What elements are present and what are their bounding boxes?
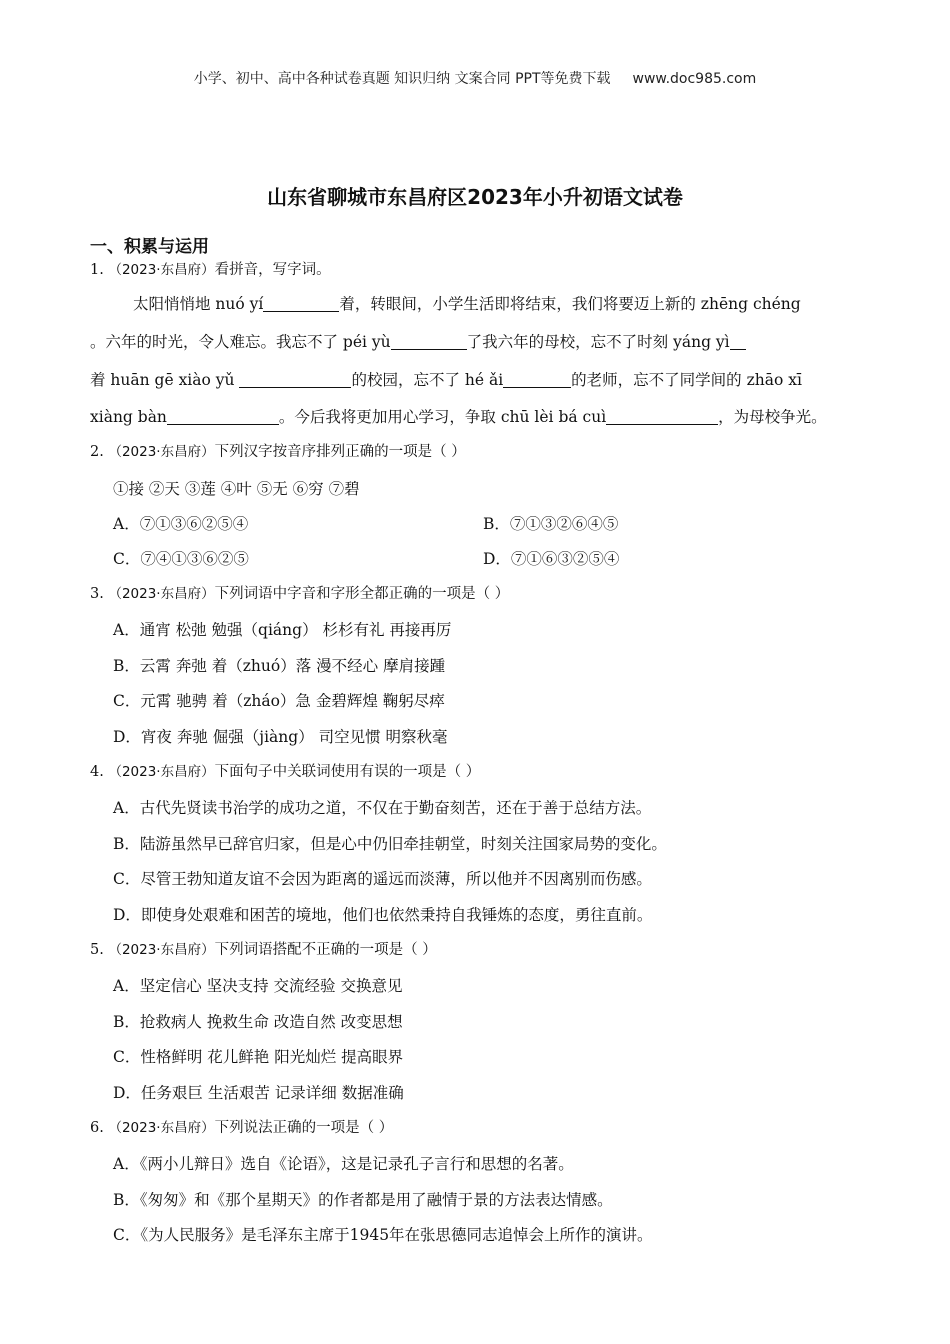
option-a[interactable]: A．⑦①③⑥②⑤④ [113, 515, 249, 533]
answer-blank[interactable] [606, 409, 718, 426]
question-source: （2023·东昌府） [108, 262, 215, 278]
question-number: 6. [90, 1120, 104, 1136]
question-source: （2023·东昌府） [108, 1120, 215, 1136]
question-5 [90, 938, 437, 959]
q2-items: ①接 ②天 ③莲 ④叶 ⑤无 ⑥穷 ⑦碧 [113, 480, 360, 498]
text-segment: 。今后我将更加用心学习，争取 chū lèi bá cuì [278, 408, 607, 426]
question-3 [90, 582, 509, 603]
question-stem: 下面句子中关联词使用有误的一项是（ ） [214, 764, 481, 780]
question-number: 5. [90, 942, 104, 958]
question-2 [90, 440, 466, 461]
option-b[interactable]: B．云霄 奔弛 着（zhuó）落 漫不经心 摩肩接踵 [113, 657, 446, 675]
q1-paragraph-line-3 [90, 368, 802, 390]
option-c[interactable]: C．元霄 驰骋 着（zháo）急 金碧辉煌 鞠躬尽瘁 [113, 692, 445, 710]
question-number: 2. [90, 444, 104, 460]
option-a[interactable]: A．通宵 松弛 勉强（qiáng） 杉杉有礼 再接再厉 [113, 621, 452, 639]
question-source: （2023·东昌府） [108, 942, 215, 958]
question-stem: 下列词语搭配不正确的一项是（ ） [214, 942, 437, 958]
answer-blank[interactable] [730, 334, 746, 351]
option-d[interactable]: D．宵夜 奔驰 倔强（jiàng） 司空见惯 明察秋毫 [113, 728, 448, 746]
answer-blank[interactable] [503, 372, 571, 389]
answer-blank[interactable] [263, 296, 339, 313]
question-stem: 看拼音，写字词。 [214, 262, 331, 278]
question-6 [90, 1116, 393, 1137]
option-d[interactable]: D．即使身处艰难和困苦的境地，他们也依然秉持自我锤炼的态度，勇往直前。 [113, 906, 653, 924]
question-source: （2023·东昌府） [108, 586, 215, 602]
question-4 [90, 760, 480, 781]
answer-blank[interactable] [239, 372, 351, 389]
q1-paragraph-line-1 [133, 292, 801, 314]
text-segment: ，为母校争光。 [718, 408, 827, 426]
option-b[interactable]: B．陆游虽然早已辞官归家，但是心中仍旧牵挂朝堂，时刻关注国家局势的变化。 [113, 835, 667, 853]
text-segment: 太阳悄悄地 nuó yí [133, 295, 264, 313]
text-segment: 。六年的时光，令人难忘。我忘不了 péi yù [90, 333, 391, 351]
question-number: 4. [90, 764, 104, 780]
q1-paragraph-line-4 [90, 405, 827, 427]
option-b[interactable]: B．⑦①③②⑥④⑤ [483, 515, 619, 533]
option-a[interactable]: A．古代先贤读书治学的成功之道，不仅在于勤奋刻苦，还在于善于总结方法。 [113, 799, 652, 817]
q2-options-row-1 [113, 512, 813, 534]
question-1 [90, 258, 331, 279]
page-header [0, 68, 950, 88]
option-c[interactable]: C．《为人民服务》是毛泽东主席于1945年在张思德同志追悼会上所作的演讲。 [113, 1226, 653, 1244]
question-source: （2023·东昌府） [108, 444, 215, 460]
question-source: （2023·东昌府） [108, 764, 215, 780]
text-segment: 了我六年的母校，忘不了时刻 yáng yì [466, 333, 730, 351]
answer-blank[interactable] [391, 334, 467, 351]
text-segment: xiàng bàn [90, 408, 167, 426]
question-stem: 下列说法正确的一项是（ ） [214, 1120, 394, 1136]
option-c[interactable]: C．⑦④①③⑥②⑤ [113, 550, 249, 568]
header-text: 小学、初中、高中各种试卷真题 知识归纳 文案合同 PPT等免费下载 [193, 71, 611, 87]
text-segment: 着 huān gē xiào yǔ [90, 371, 240, 389]
option-d[interactable]: D．任务艰巨 生活艰苦 记录详细 数据准确 [113, 1084, 404, 1102]
option-b[interactable]: B．《匆匆》和《那个星期天》的作者都是用了融情于景的方法表达情感。 [113, 1191, 613, 1209]
exam-title: 山东省聊城市东昌府区2023年小升初语文试卷 [267, 185, 683, 209]
option-b[interactable]: B．抢救病人 挽救生命 改造自然 改变思想 [113, 1013, 403, 1031]
option-a[interactable]: A．《两小儿辩日》选自《论语》，这是记录孔子言行和思想的名著。 [113, 1155, 574, 1173]
question-stem: 下列汉字按音序排列正确的一项是（ ） [214, 444, 466, 460]
q1-paragraph-line-2 [90, 330, 746, 352]
answer-blank[interactable] [167, 409, 279, 426]
header-site-link[interactable]: www.doc985.com [632, 71, 757, 87]
q2-options-row-2 [113, 547, 813, 569]
option-c[interactable]: C．性格鲜明 花儿鲜艳 阳光灿烂 提高眼界 [113, 1048, 404, 1066]
question-number: 3. [90, 586, 104, 602]
text-segment: 的老师，忘不了同学间的 zhāo xī [571, 371, 802, 389]
question-number: 1. [90, 262, 104, 278]
option-d[interactable]: D．⑦①⑥③②⑤④ [483, 550, 620, 568]
option-a[interactable]: A．坚定信心 坚决支持 交流经验 交换意见 [113, 977, 403, 995]
section-heading: 一、积累与运用 [90, 237, 209, 257]
question-stem: 下列词语中字音和字形全都正确的一项是（ ） [214, 586, 510, 602]
option-c[interactable]: C．尽管王勃知道友谊不会因为距离的遥远而淡薄，所以他并不因离别而伤感。 [113, 870, 652, 888]
text-segment: 着，转眼间，小学生活即将结束，我们将要迈上新的 zhēng chéng [339, 295, 801, 313]
text-segment: 的校园，忘不了 hé ǎi [351, 371, 504, 389]
